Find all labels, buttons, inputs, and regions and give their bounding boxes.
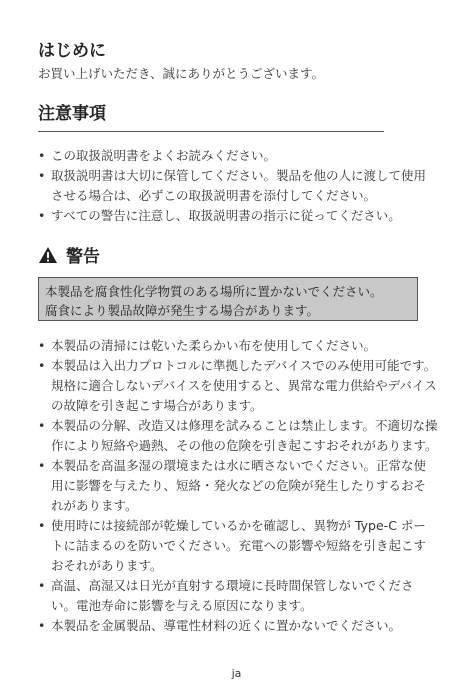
warning-heading-row (38, 242, 100, 267)
list-item (38, 356, 438, 416)
list-item-text: 本製品の清掃には乾いた柔らかい布を使用してください。 (51, 338, 377, 353)
warning-list (38, 336, 438, 636)
warning-box-line-2: 腐食により製品故障が発生する場合があります。 (45, 303, 320, 318)
list-item (38, 146, 438, 166)
warning-heading: 警告 (66, 247, 100, 267)
warning-triangle-icon (38, 246, 58, 264)
bullet-dot: • (38, 418, 46, 433)
list-item (38, 206, 438, 226)
list-item (38, 616, 438, 636)
bullet-dot: • (38, 458, 46, 473)
bullet-dot: • (38, 518, 46, 533)
list-item (38, 416, 438, 456)
bullet-dot: • (38, 208, 46, 223)
notes-list (38, 146, 438, 226)
bullet-dot: • (38, 148, 46, 163)
intro-text: お買い上げいただき、誠にありがとうございます。 (38, 66, 325, 81)
bullet-dot: • (38, 168, 46, 183)
list-item-text: すべての警告に注意し、取扱説明書の指示に従ってください。 (51, 208, 401, 223)
list-item-text: 本製品を金属製品、導電性材料の近くに置かないでください。 (51, 618, 402, 633)
list-item (38, 166, 438, 206)
list-item (38, 456, 438, 516)
list-item-text: この取扱説明書をよくお読みください。 (51, 148, 277, 163)
bullet-dot: • (38, 338, 46, 353)
list-item-text: 使用時には接続部が乾燥しているかを確認し、異物が Type-C ポートに詰まるのを防いでください。充電への影響や短絡を引き起こすおそれがあります。 (51, 518, 427, 573)
warning-box-line-1: 本製品を腐食性化学物質のある場所に置かないでください。 (45, 284, 383, 299)
list-item-text: 本製品の分解、改造又は修理を試みることは禁止します。不適切な操作により短絡や過熱、その他の危険を引き起こすおそれがあります。 (51, 418, 438, 453)
section-divider (38, 131, 384, 132)
bullet-dot: • (38, 358, 46, 373)
bullet-dot: • (38, 578, 46, 593)
notes-heading: 注意事項 (38, 104, 106, 124)
list-item-text: 取扱説明書は大切に保管してください。製品を他の人に渡して使用させる場合は、必ずこの取扱説明書を添付してください。 (51, 168, 427, 203)
list-item-text: 高温、高湿又は日光が直射する環境に長時間保管しないでください。電池寿命に影響を与える原因になります。 (51, 578, 414, 613)
list-item-text: 本製品を高温多湿の環境または水に晒さないでください。正常な使用に影響を与えたり、短絡・発火などの危険が発生したりするおそれがあります。 (51, 458, 427, 513)
warning-box (38, 277, 418, 321)
list-item (38, 336, 438, 356)
list-item-text: 本製品は入出力プロトコルに準拠したデバイスでのみ使用可能です。規格に適合しないデバイスを使用すると、異常な電力供給やデバイスの故障を引き起こす場合があります。 (51, 358, 437, 413)
list-item (38, 516, 438, 576)
page-footer-language: ja (231, 667, 242, 680)
bullet-dot: • (38, 618, 46, 633)
list-item (38, 576, 438, 616)
intro-heading: はじめに (38, 41, 106, 61)
